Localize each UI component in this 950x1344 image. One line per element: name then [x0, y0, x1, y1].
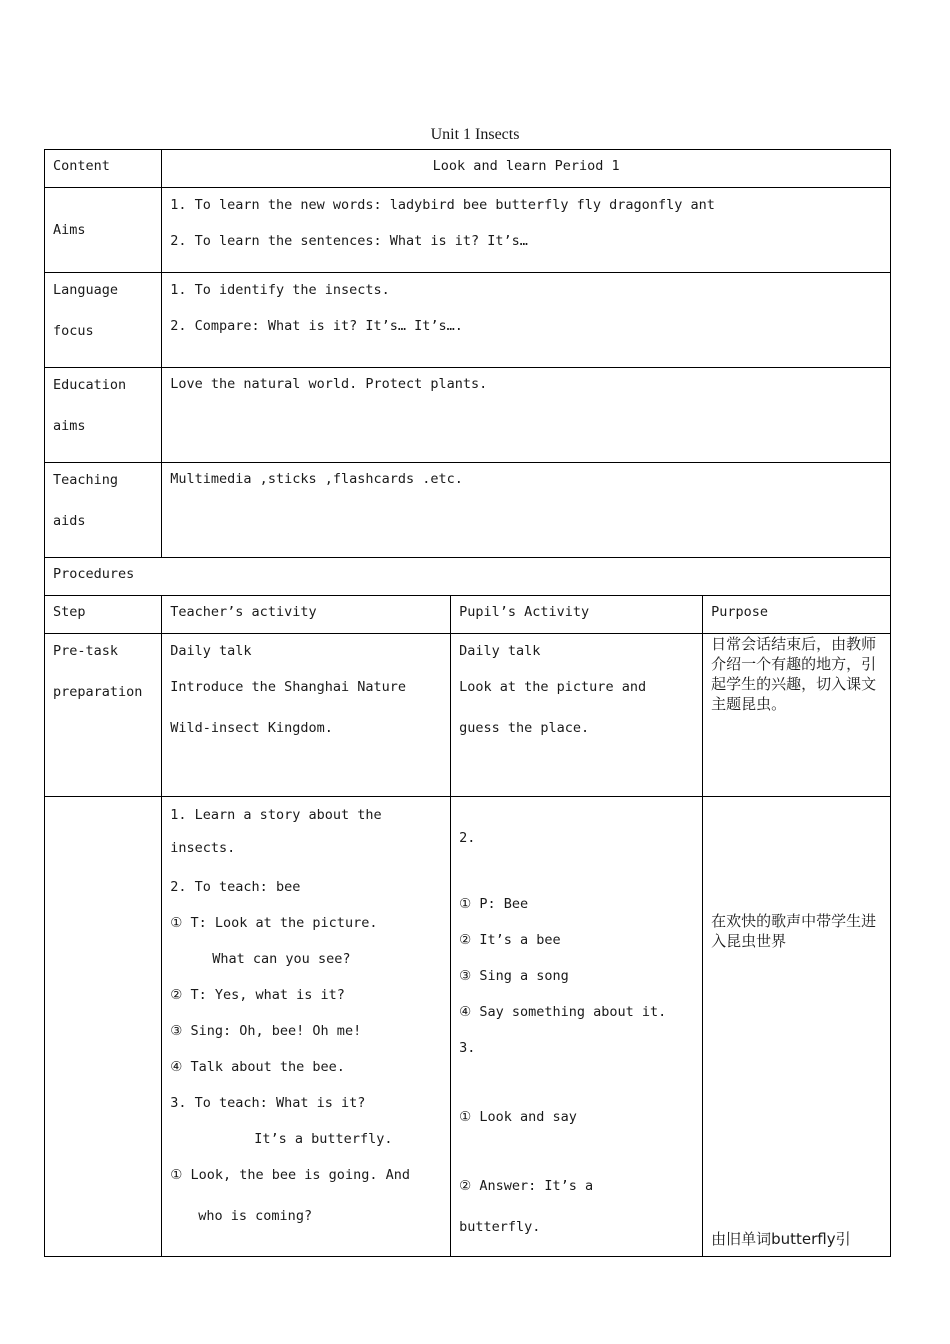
- education-aims-label-1: Education: [53, 377, 127, 393]
- aims-row: [45, 188, 891, 273]
- procedures-row: [45, 558, 891, 596]
- pre-task-pupil-line-2: Look at the picture and: [459, 679, 647, 695]
- teaching-aids-label: [45, 463, 162, 558]
- while-teacher-line-5: What can you see?: [212, 951, 351, 967]
- while-teacher-line-3: 2. To teach: bee: [170, 879, 301, 895]
- while-teacher-line-12: who is coming?: [198, 1208, 313, 1224]
- while-pupil-line-3: ② It’s a bee: [459, 932, 561, 948]
- while-pupil-line-1: 2.: [459, 830, 476, 846]
- pre-task-step: [45, 634, 162, 797]
- while-teacher-line-8: ④ Talk about the bee.: [170, 1059, 345, 1075]
- while-teacher-line-7: ③ Sing: Oh, bee! Oh me!: [170, 1023, 362, 1039]
- lesson-plan-table: [44, 149, 891, 1257]
- while-pupil-line-5: ④ Say something about it.: [459, 1004, 667, 1020]
- aims-label: Aims: [45, 188, 162, 273]
- pre-task-step-1: Pre-task: [53, 643, 119, 659]
- page-title: Unit 1 Insects: [430, 126, 520, 143]
- while-purpose-text-2: 由旧单词butterfly引: [711, 1230, 851, 1248]
- procedures-header-row: [45, 596, 891, 634]
- pre-task-teacher-line-2: Introduce the Shanghai Nature: [170, 679, 406, 695]
- while-teacher-line-4: ① T: Look at the picture.: [170, 915, 378, 931]
- while-teacher-line-11: ① Look, the bee is going. And: [170, 1167, 410, 1183]
- while-pupil-line-6: 3.: [459, 1040, 476, 1056]
- while-task-step: [45, 797, 162, 1257]
- education-aims-row: [45, 368, 891, 463]
- education-aims-label-2: aims: [53, 418, 86, 434]
- while-teacher-line-6: ② T: Yes, what is it?: [170, 987, 345, 1003]
- while-teacher-line-10: It’s a butterfly.: [254, 1131, 393, 1147]
- teaching-aids-value: Multimedia ,sticks ,flashcards .etc.: [162, 463, 891, 558]
- while-task-teacher: [162, 797, 451, 1257]
- pre-task-pupil-line-1: Daily talk: [459, 643, 541, 659]
- language-focus-label-2: focus: [53, 323, 94, 339]
- pre-task-row: [45, 634, 891, 797]
- aims-value: [162, 188, 891, 273]
- pre-task-pupil-line-3: guess the place.: [459, 720, 590, 736]
- pre-task-step-2: preparation: [53, 684, 143, 700]
- teaching-aids-label-1: Teaching: [53, 472, 119, 488]
- header-step: Step: [45, 596, 162, 634]
- teaching-aids-label-2: aids: [53, 513, 86, 529]
- while-task-row: [45, 797, 891, 1257]
- pre-task-teacher-line-1: Daily talk: [170, 643, 252, 659]
- header-teacher: Teacher’s activity: [162, 596, 451, 634]
- pre-task-purpose: 日常会话结束后，由教师介绍一个有趣的地方，引起学生的兴趣，切入课文主题昆虫。: [703, 634, 891, 797]
- while-teacher-line-2: insects.: [170, 840, 236, 856]
- while-purpose-text-1: 在欢快的歌声中带学生进入昆虫世界: [711, 912, 877, 950]
- teaching-aids-row: [45, 463, 891, 558]
- content-row: [45, 150, 891, 188]
- while-task-purpose: [703, 797, 891, 1257]
- while-task-pupil: [451, 797, 703, 1257]
- while-teacher-line-1: 1. Learn a story about the: [170, 807, 382, 823]
- language-focus-row: [45, 273, 891, 368]
- aims-line-2: 2. To learn the sentences: What is it? It’s…: [170, 233, 528, 249]
- content-label: Content: [45, 150, 162, 188]
- header-purpose: Purpose: [703, 596, 891, 634]
- pre-task-teacher: [162, 634, 451, 797]
- pre-task-teacher-line-3: Wild-insect Kingdom.: [170, 720, 333, 736]
- header-pupil: Pupil’s Activity: [451, 596, 703, 634]
- while-pupil-line-8: ② Answer: It’s a: [459, 1178, 594, 1194]
- procedures-label: Procedures: [45, 558, 891, 596]
- while-pupil-line-2: ① P: Bee: [459, 896, 529, 912]
- while-pupil-line-9: butterfly.: [459, 1219, 541, 1235]
- pre-task-pupil: [451, 634, 703, 797]
- aims-line-1: 1. To learn the new words: ladybird bee butterfly fly dragonfly ant: [170, 197, 715, 213]
- content-value: Look and learn Period 1: [162, 150, 891, 188]
- education-aims-label: [45, 368, 162, 463]
- language-focus-line-1: 1. To identify the insects.: [170, 282, 390, 298]
- language-focus-line-2: 2. Compare: What is it? It’s… It’s….: [170, 318, 463, 334]
- language-focus-label-1: Language: [53, 282, 119, 298]
- while-teacher-line-9: 3. To teach: What is it?: [170, 1095, 366, 1111]
- language-focus-value: [162, 273, 891, 368]
- while-pupil-line-4: ③ Sing a song: [459, 968, 569, 984]
- language-focus-label: [45, 273, 162, 368]
- education-aims-value: Love the natural world. Protect plants.: [162, 368, 891, 463]
- while-pupil-line-7: ① Look and say: [459, 1109, 577, 1125]
